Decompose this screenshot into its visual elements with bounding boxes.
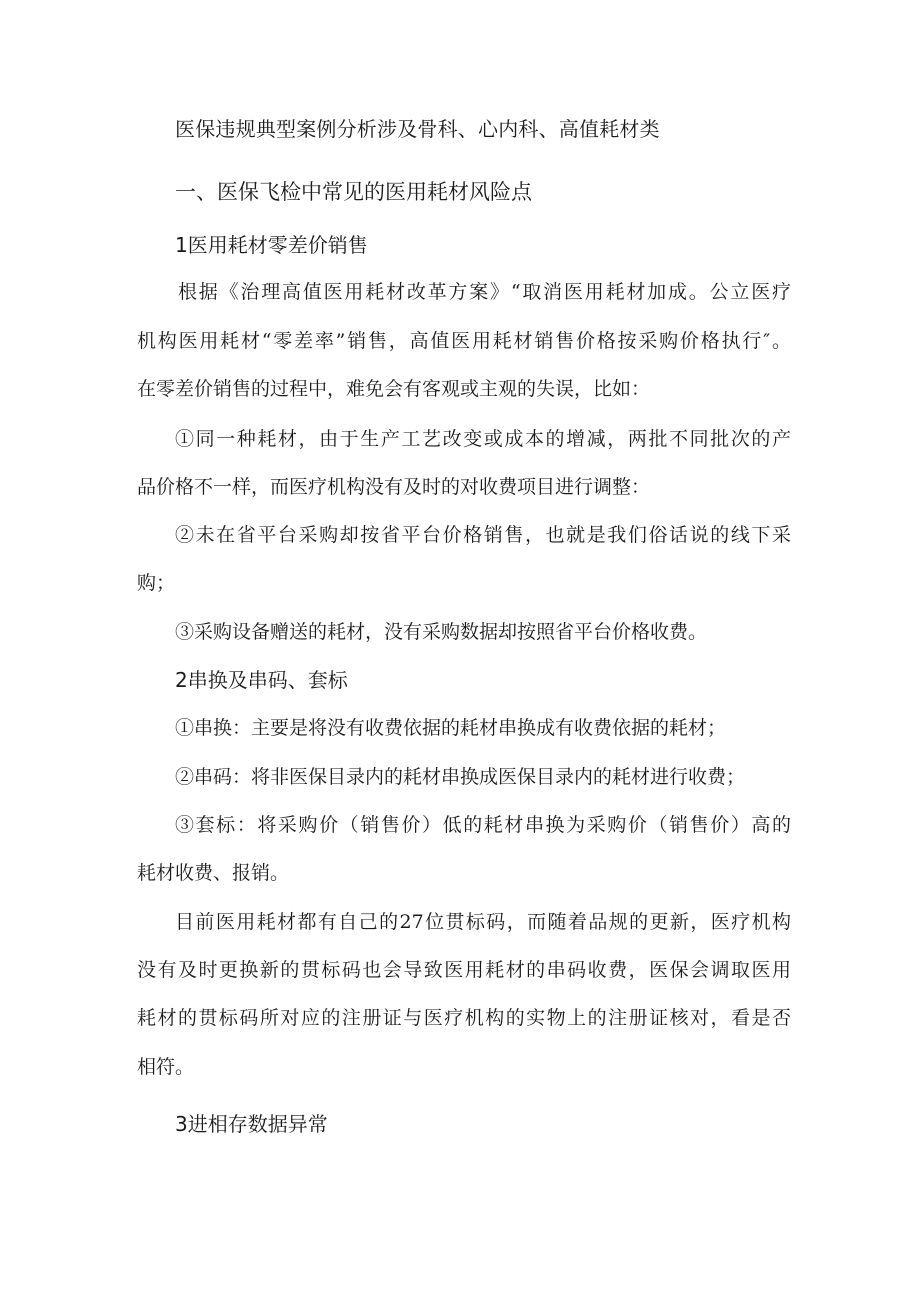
section-heading: 一、医保飞检中常见的医用耗材风险点	[175, 180, 532, 204]
list-item-line: ①同一种耗材，由于生产工艺改变或成本的增减，两批不同批次的产	[175, 428, 791, 450]
list-item-line: ②串码：将非医保目录内的耗材串换成医保目录内的耗材进行收费；	[175, 766, 746, 788]
list-item-line: 耗材收费、报销。	[137, 862, 290, 884]
list-item-line: ③套标：将采购价（销售价）低的耗材串换为采购价（销售价）高的	[175, 814, 791, 836]
list-item-line: ②未在省平台采购却按省平台价格销售，也就是我们俗话说的线下采	[175, 524, 791, 546]
list-item-line: ①串换：主要是将没有收费依据的耗材串换成有收费依据的耗材；	[175, 717, 727, 739]
list-item-line: 品价格不一样，而医疗机构没有及时的对收费项目进行调整：	[137, 476, 651, 498]
paragraph-line: 在零差价销售的过程中，难免会有客观或主观的失误，比如：	[137, 378, 651, 400]
subsection-heading-3: 3进相存数据异常	[175, 1112, 328, 1136]
paragraph-line: 机构医用耗材“零差率”销售，高值医用耗材销售价格按采购价格执行″。	[137, 330, 791, 352]
document-title: 医保违规典型案例分析涉及骨科、心内科、高值耗材类	[175, 117, 660, 141]
paragraph-line: 没有及时更换新的贯标码也会导致医用耗材的串码收费，医保会调取医用	[137, 959, 791, 981]
list-item-line: 购；	[137, 572, 176, 594]
paragraph-line: 目前医用耗材都有自己的27位贯标码，而随着品规的更新，医疗机构	[175, 911, 791, 933]
paragraph-line: 相符。	[137, 1056, 195, 1078]
paragraph-line: 耗材的贯标码所对应的注册证与医疗机构的实物上的注册证核对，看是否	[137, 1007, 791, 1029]
paragraph-line: 根据《治理高值医用耗材改革方案》“取消医用耗材加成。公立医疗	[178, 281, 791, 303]
subsection-heading-1: 1医用耗材零差价销售	[175, 233, 368, 257]
list-item-line: ③采购设备赠送的耗材，没有采购数据却按照省平台价格收费。	[175, 621, 708, 643]
subsection-heading-2: 2串换及串码、套标	[175, 668, 348, 692]
